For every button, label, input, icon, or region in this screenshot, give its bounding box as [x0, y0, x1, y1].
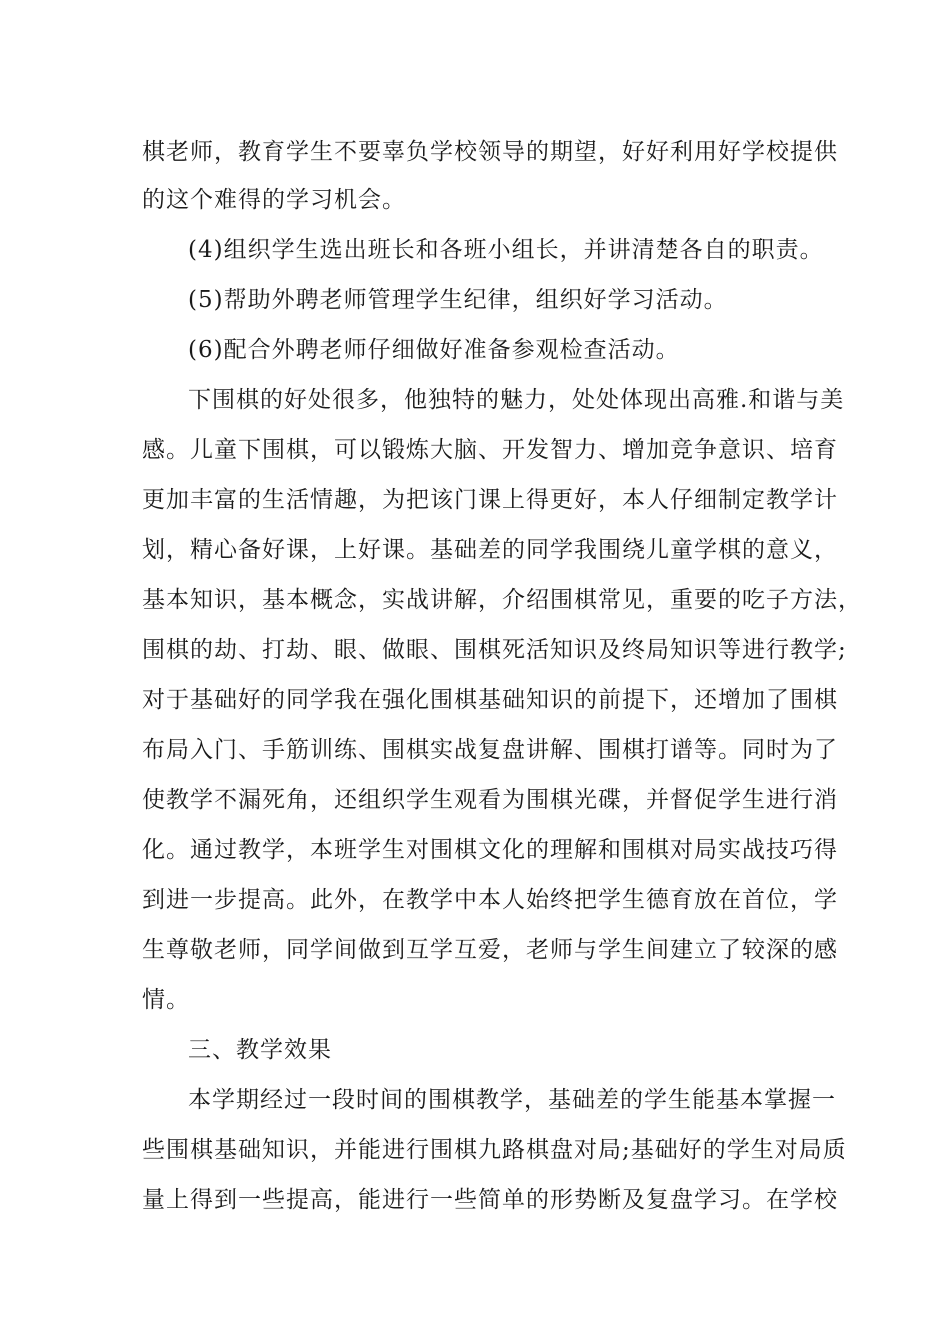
text-line: 对于基础好的同学我在强化围棋基础知识的前提下，还增加了围棋: [142, 687, 838, 713]
text-line: 些围棋基础知识，并能进行围棋九路棋盘对局;基础好的学生对局质: [142, 1137, 847, 1163]
text-line: 的这个难得的学习机会。: [142, 187, 406, 213]
text-line: 化。通过教学，本班学生对围棋文化的理解和围棋对局实战技巧得: [142, 837, 838, 863]
list-item-5: (5)帮助外聘老师管理学生纪律，组织好学习活动。: [188, 287, 728, 313]
paragraph-start: 下围棋的好处很多，他独特的魅力，处处体现出高雅.和谐与美: [188, 387, 845, 413]
text-line: 感。儿童下围棋，可以锻炼大脑、开发智力、增加竞争意识、培育: [142, 437, 838, 463]
text-line: 围棋的劫、打劫、眼、做眼、围棋死活知识及终局知识等进行教学;: [142, 637, 847, 663]
text-line: 量上得到一些提高，能进行一些简单的形势断及复盘学习。在学校: [142, 1187, 838, 1213]
list-item-4: (4)组织学生选出班长和各班小组长，并讲清楚各自的职责。: [188, 237, 824, 263]
text-line: 布局入门、手筋训练、围棋实战复盘讲解、围棋打谱等。同时为了: [142, 737, 838, 763]
text-line: 生尊敬老师，同学间做到互学互爱，老师与学生间建立了较深的感: [142, 937, 838, 963]
text-line: 更加丰富的生活情趣，为把该门课上得更好，本人仔细制定教学计: [142, 487, 838, 513]
text-line: 棋老师，教育学生不要辜负学校领导的期望，好好利用好学校提供: [142, 139, 838, 165]
text-line: 基本知识，基本概念，实战讲解，介绍围棋常见，重要的吃子方法，: [142, 587, 862, 613]
text-line: 情。: [142, 987, 190, 1013]
section-heading: 三、教学效果: [188, 1037, 332, 1063]
list-item-6: (6)配合外聘老师仔细做好准备参观检查活动。: [188, 337, 680, 363]
text-line: 使教学不漏死角，还组织学生观看为围棋光碟，并督促学生进行消: [142, 787, 838, 813]
text-line: 到进一步提高。此外，在教学中本人始终把学生德育放在首位，学: [142, 887, 838, 913]
text-line: 划，精心备好课，上好课。基础差的同学我围绕儿童学棋的意义，: [142, 537, 838, 563]
paragraph-start: 本学期经过一段时间的围棋教学，基础差的学生能基本掌握一: [188, 1087, 836, 1113]
